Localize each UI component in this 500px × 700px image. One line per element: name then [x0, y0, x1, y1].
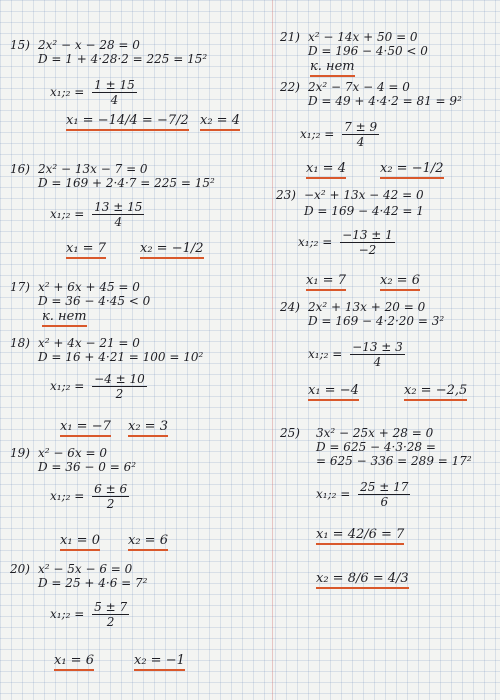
problem-number: 22)	[280, 80, 300, 94]
roots-label: x₁;₂ =	[50, 489, 85, 503]
problem-number: 15)	[10, 38, 30, 52]
root-2: x₂ = −1/2	[380, 162, 444, 176]
fraction	[92, 482, 129, 511]
root-1: x₁ = 6	[54, 654, 94, 668]
equation: x² − 6x = 0	[38, 446, 107, 460]
numerator: 1 ± 15	[94, 78, 135, 92]
discriminant: D = 36 − 0 = 6²	[38, 460, 137, 474]
roots-label: x₁;₂ =	[50, 379, 85, 393]
problem-number: 20)	[10, 562, 30, 576]
root-2: x₂ = −2,5	[404, 384, 467, 398]
root-1: x₁ = −7	[60, 420, 111, 434]
denominator: 2	[115, 387, 124, 401]
roots-label: x₁;₂ =	[298, 235, 333, 249]
numerator: 13 ± 15	[94, 200, 143, 214]
discriminant: D = 169 + 2·4·7 = 225 = 15²	[38, 176, 215, 190]
roots-formula	[316, 480, 410, 509]
discriminant: D = 25 + 4·6 = 7²	[38, 576, 148, 590]
problem-number: 23)	[276, 188, 296, 202]
roots-label: x₁;₂ =	[50, 85, 85, 99]
notebook-margin-line	[272, 0, 273, 700]
equation: 2x² + 13x + 20 = 0	[308, 300, 426, 314]
fraction	[350, 340, 405, 369]
problem-number: 21)	[280, 30, 300, 44]
roots-label: x₁;₂ =	[50, 207, 85, 221]
root-1: x₁ = 0	[60, 534, 100, 548]
roots-label: x₁;₂ =	[316, 487, 351, 501]
equation: 3x² − 25x + 28 = 0	[316, 426, 434, 440]
equation: 2x² − 7x − 4 = 0	[308, 80, 410, 94]
root-1: x₁ = 42/6 = 7	[316, 528, 404, 542]
roots-formula	[50, 78, 137, 107]
discriminant: D = 49 + 4·4·2 = 81 = 9²	[308, 94, 462, 108]
problem-number: 19)	[10, 446, 30, 460]
roots-formula	[50, 482, 129, 511]
root-1: x₁ = −14/4 = −7/2	[66, 114, 189, 128]
discriminant: D = 169 − 4·2·20 = 3²	[308, 314, 445, 328]
numerator: −4 ± 10	[94, 372, 145, 386]
numerator: 7 ± 9	[344, 120, 378, 134]
numerator: 5 ± 7	[94, 600, 128, 614]
problem-number: 24)	[280, 300, 300, 314]
root-2: x₂ = 6	[128, 534, 168, 548]
fraction	[342, 120, 379, 149]
discriminant: D = 36 − 4·45 < 0	[38, 294, 151, 308]
problem-number: 17)	[10, 280, 30, 294]
denominator: 2	[106, 615, 115, 629]
discriminant: D = 169 − 4·42 = 1	[304, 204, 424, 218]
fraction	[92, 78, 137, 107]
root-1: x₁ = 4	[306, 162, 346, 176]
problem-number: 16)	[10, 162, 30, 176]
equation: x² + 6x + 45 = 0	[38, 280, 140, 294]
no-roots-note: к. нет	[310, 60, 355, 74]
fraction	[92, 200, 144, 229]
roots-label: x₁;₂ =	[50, 607, 85, 621]
root-2: x₂ = −1	[134, 654, 185, 668]
roots-formula	[50, 200, 144, 229]
no-roots-note: к. нет	[42, 310, 87, 324]
discriminant: D = 196 − 4·50 < 0	[308, 44, 428, 58]
fraction	[340, 228, 395, 257]
equation: x² − 5x − 6 = 0	[38, 562, 133, 576]
equation: x² − 14x + 50 = 0	[308, 30, 418, 44]
roots-label: x₁;₂ =	[300, 127, 335, 141]
fraction	[92, 600, 129, 629]
denominator: 4	[110, 93, 119, 107]
numerator: 6 ± 6	[94, 482, 128, 496]
numerator: 25 ± 17	[360, 480, 409, 494]
equation: 2x² − 13x − 7 = 0	[38, 162, 148, 176]
denominator: 4	[356, 135, 365, 149]
fraction	[358, 480, 410, 509]
root-2: x₂ = 6	[380, 274, 420, 288]
problem-number: 25)	[280, 426, 300, 440]
numerator: −13 ± 3	[352, 340, 403, 354]
root-2: x₂ = 3	[128, 420, 168, 434]
roots-formula	[308, 340, 405, 369]
root-2: x₂ = 4	[200, 114, 240, 128]
root-1: x₁ = −4	[308, 384, 359, 398]
denominator: 2	[106, 497, 115, 511]
denominator: 6	[380, 495, 389, 509]
root-2: x₂ = −1/2	[140, 242, 204, 256]
discriminant-continued: = 625 − 336 = 289 = 17²	[316, 454, 472, 468]
root-1: x₁ = 7	[66, 242, 106, 256]
numerator: −13 ± 1	[342, 228, 393, 242]
equation: x² + 4x − 21 = 0	[38, 336, 140, 350]
equation: 2x² − x − 28 = 0	[38, 38, 140, 52]
roots-formula	[300, 120, 379, 149]
fraction	[92, 372, 147, 401]
problem-number: 18)	[10, 336, 30, 350]
roots-label: x₁;₂ =	[308, 347, 343, 361]
denominator: −2	[358, 243, 377, 257]
discriminant: D = 16 + 4·21 = 100 = 10²	[38, 350, 204, 364]
roots-formula	[50, 600, 129, 629]
denominator: 4	[373, 355, 382, 369]
roots-formula	[50, 372, 147, 401]
denominator: 4	[114, 215, 123, 229]
roots-formula	[298, 228, 395, 257]
discriminant: D = 1 + 4·28·2 = 225 = 15²	[38, 52, 208, 66]
root-2: x₂ = 8/6 = 4/3	[316, 572, 409, 586]
root-1: x₁ = 7	[306, 274, 346, 288]
discriminant: D = 625 − 4·3·28 =	[316, 440, 436, 454]
equation: −x² + 13x − 42 = 0	[304, 188, 424, 202]
